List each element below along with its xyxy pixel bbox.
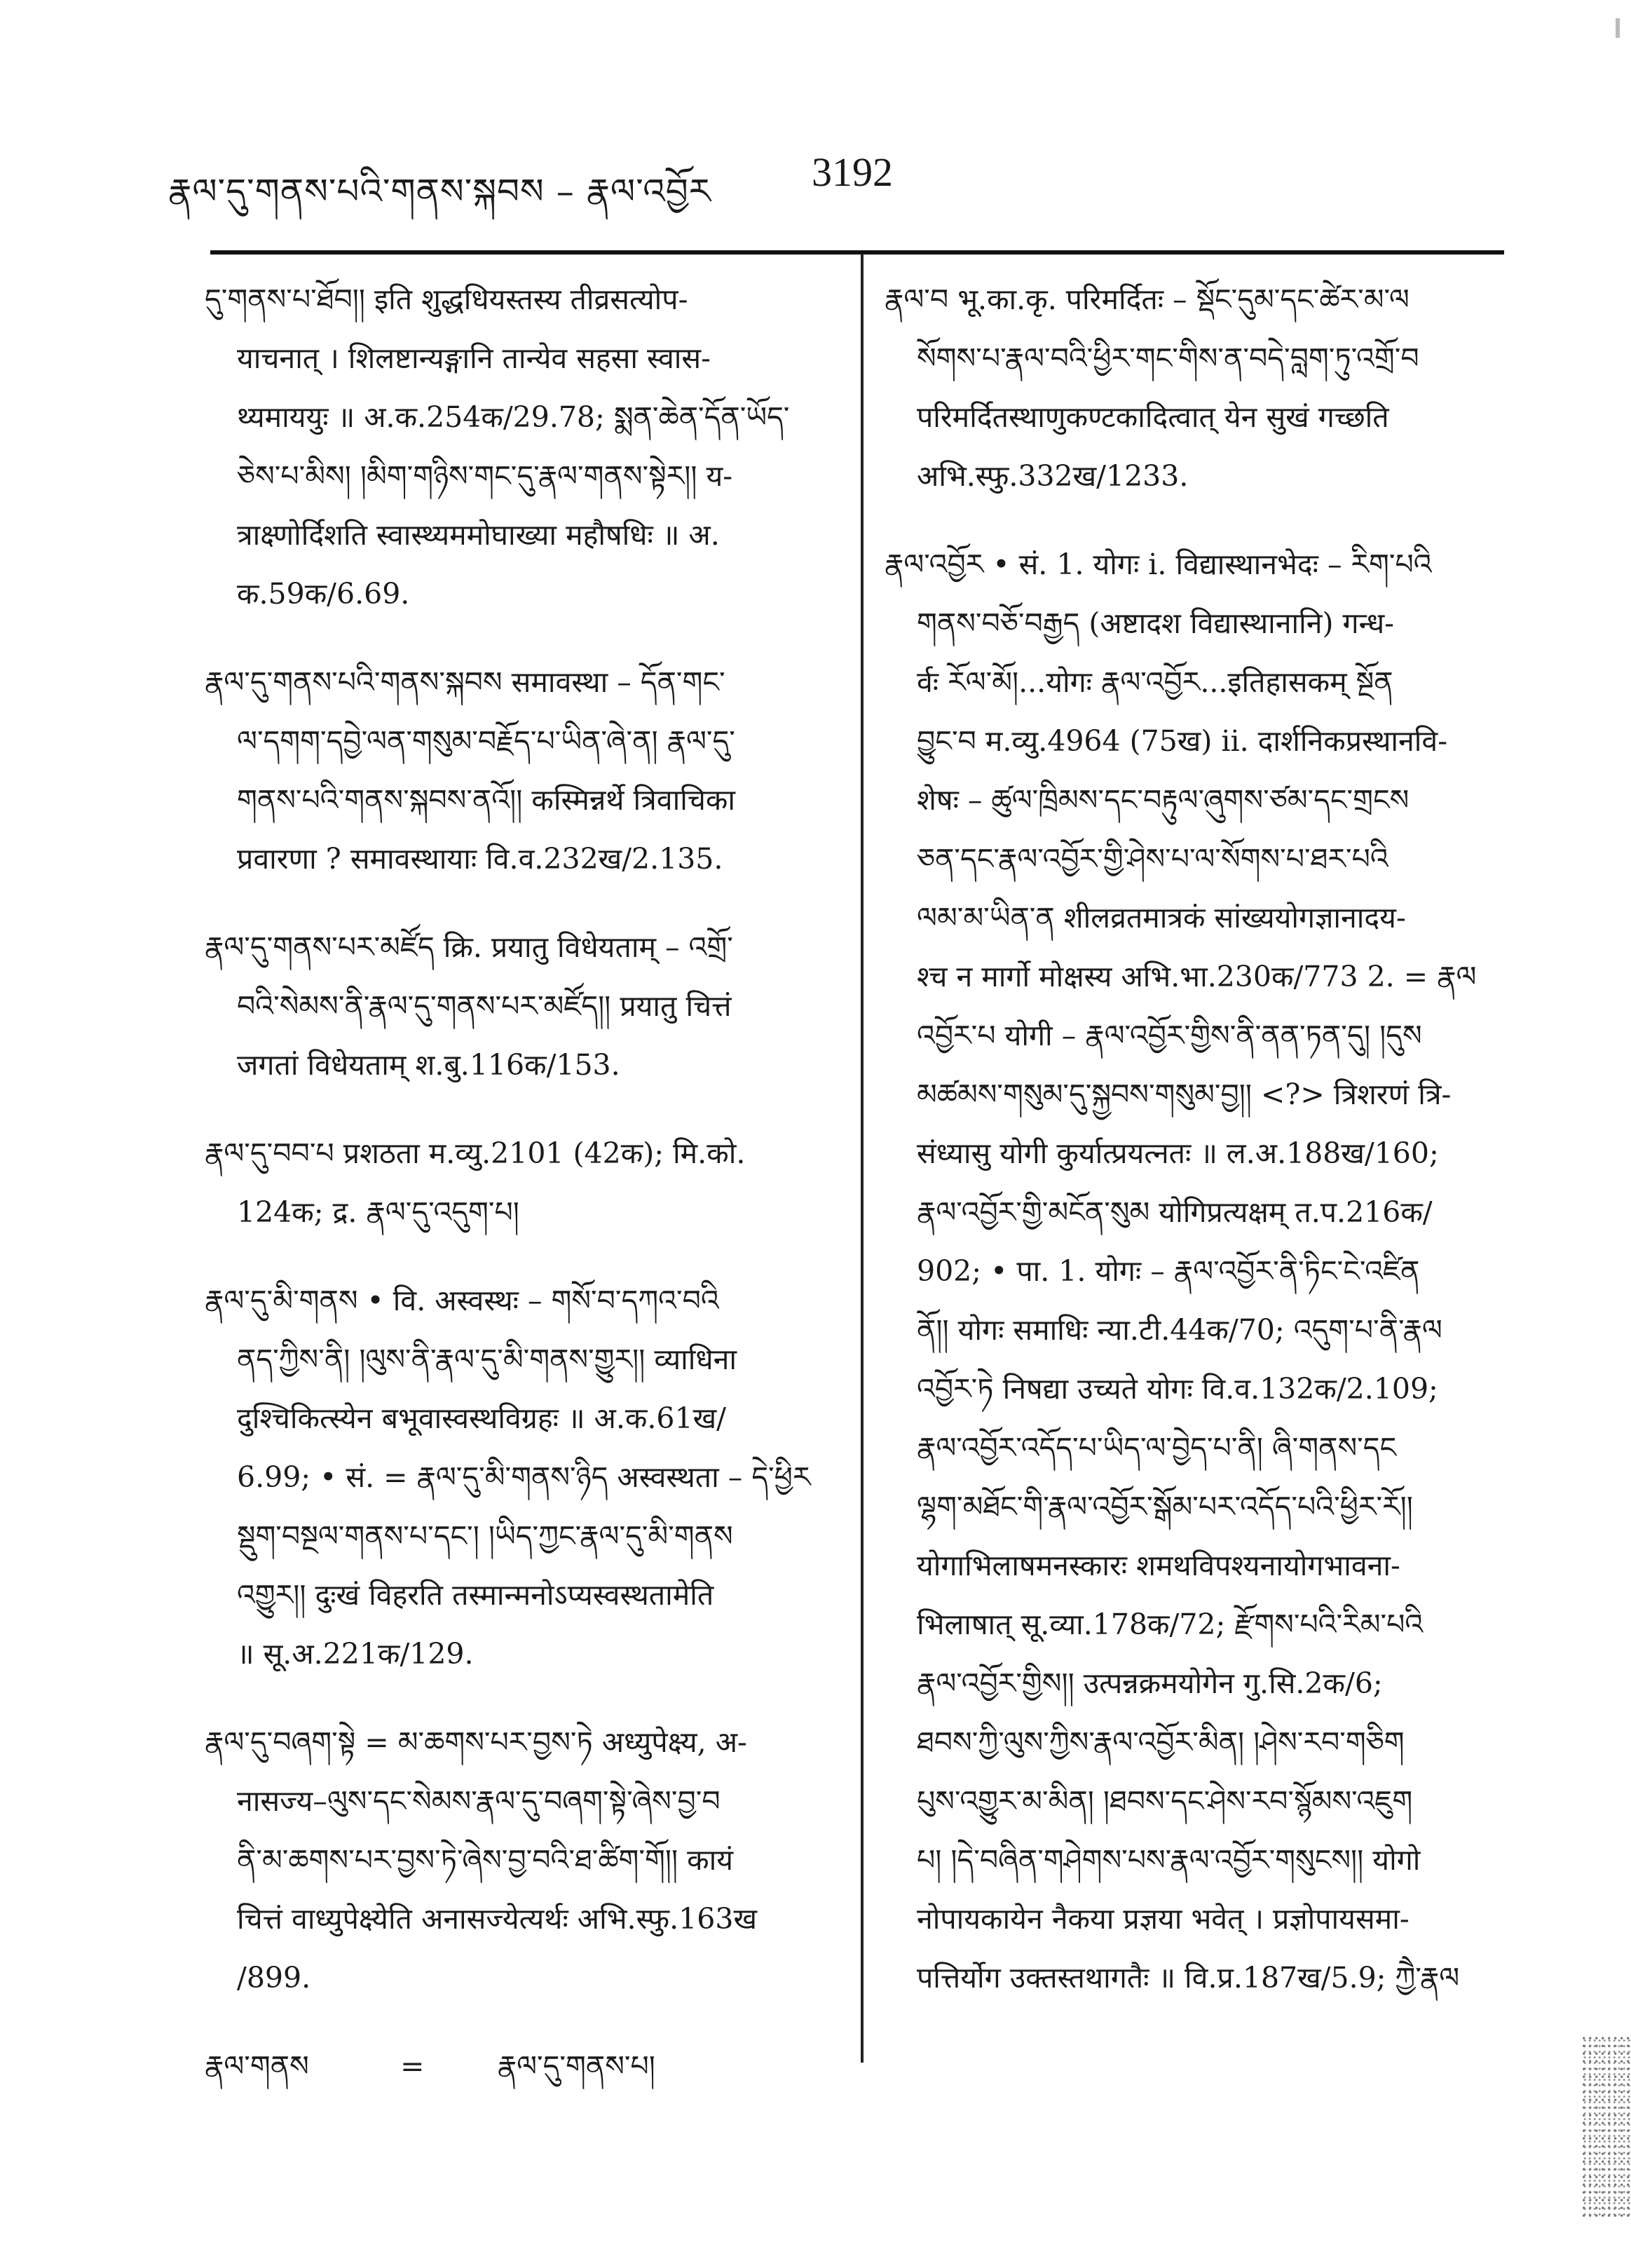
dictionary-entry [205, 653, 835, 888]
entry-line: ནོ།། योगः समाधिः न्या.टी.44क/70; འདུག་པ་ནི་རྣལ [917, 1313, 1442, 1347]
entry-line: བྱུང་བ म.व्यु.4964 (75ख) ii. दार्शनिकप्रस्थानवि- [917, 724, 1448, 758]
entry-line: གནས་བཅོ་བརྒྱད (अष्टादश विद्यास्थानानि) गन्ध- [917, 606, 1395, 640]
entry-line: འབྱོར་ཏེ निषद्या उच्यते योगः वि.व.132क/2.109; [917, 1372, 1438, 1406]
entry-line: ནི་མ་ཆགས་པར་བྱས་ཏེ་ཞེས་བྱ་བའི་ཐ་ཚིག་གོ།། कायं [237, 1843, 733, 1877]
right-column [885, 270, 1508, 2037]
entry-line: त्राक्ष्णोर्दिशति स्वास्थ्यममोघाख्या महौषधिः ॥ अ. [237, 518, 720, 552]
page-number: 3192 [812, 149, 893, 195]
entry-line: पत्तिर्योग उक्तस्तथागतैः ॥ वि.प्र.187ख/5.9; ཀྱཻ་རྣལ [917, 1961, 1460, 1995]
entry-line: अभि.स्फु.332ख/1233. [917, 459, 1189, 493]
entry-line: འགྱུར།། दुःखं विहरति तस्मान्मनोऽप्यस्वस्थतामेति [237, 1578, 714, 1612]
entry-line: परिमर्दितस्थाणुकण्टकादित्वात् येन सुखं गच्छति [917, 400, 1389, 434]
entry-line: 902; • पा. 1. योगः – རྣལ་འབྱོར་ནི་ཏིང་ངེ་འཛིན [917, 1254, 1420, 1288]
entry-line: ཐབས་ཀྱི་ལུས་ཀྱིས་རྣལ་འབྱོར་མིན། །ཤེས་རབ་གཅིག [917, 1725, 1405, 1759]
dictionary-entry [205, 1271, 835, 1683]
entry-line: གནས་པའི་གནས་སྐབས་ནའོ།། कस्मिन्नर्थे त्रिवाचिका [237, 783, 735, 817]
dictionary-entry [205, 2037, 835, 2096]
dictionary-entry [205, 1124, 835, 1242]
scan-mark [1616, 18, 1620, 38]
column-divider [861, 254, 864, 2063]
entry-line: ཅེས་པ་མིས། །མིག་གཉིས་གང་དུ་རྣལ་གནས་སྟེར།། य- [237, 459, 733, 493]
entry-line: རྣལ་གནས = རྣལ་དུ་གནས་པ། [205, 2049, 655, 2083]
entry-line: སྡུག་བསྔལ་གནས་པ་དང་། །ཡིད་ཀྱང་རྣལ་དུ་མི་གནས [237, 1519, 733, 1553]
entry-line: རྣལ་འབྱོར་གྱིས།། उत्पन्नक्रमयोगेन गु.सि.2क/6; [917, 1666, 1383, 1700]
entry-line: याचनात् । शिलष्टान्यङ्गानि तान्येव सहसा स्वास- [237, 341, 711, 375]
entry-line: ལ་དགག་དབྱེ་ལན་གསུམ་བརྗོད་པ་ཡིན་ཞེ་ན། རྣལ་དུ་ [237, 724, 735, 758]
entry-line: ॥ सू.अ.221क/129. [237, 1637, 474, 1671]
entry-line: शेषः – ཚུལ་ཁྲིམས་དང་བརྟུལ་ཞུགས་ཙམ་དང་གྲངས [917, 783, 1410, 817]
entry-line: རྣལ་འབྱོར་གྱི་མངོན་སུམ योगिप्रत्यक्षम् त.प.216क/ [917, 1195, 1433, 1229]
entry-line: योगाभिलाषमनस्कारः शमथविपश्यनायोगभावना- [917, 1549, 1400, 1582]
entry-line: 124क; द्र. རྣལ་དུ་འདུག་པ། [237, 1195, 519, 1229]
entry-line: नासज्य–ལུས་དང་སེམས་རྣལ་དུ་བཞག་སྟེ་ཞེས་བྱ་བ [237, 1784, 721, 1818]
entry-line: दुश्चिकित्स्येन बभूवास्वस्थविग्रहः ॥ अ.क.61ख/ [237, 1401, 726, 1435]
dictionary-entry [885, 535, 1508, 2007]
entry-line: རྣལ་འབྱོར • सं. 1. योगः i. विद्यास्थानभेदः – རིག་པའི [885, 548, 1432, 581]
entry-line: ལམ་མ་ཡིན་ན शीलव्रतमात्रकं सांख्ययोगज्ञानादय- [917, 901, 1406, 935]
entry-line: པ། །དེ་བཞིན་གཤེགས་པས་རྣལ་འབྱོར་གསུངས།། योगो [917, 1843, 1421, 1877]
entry-line: རྣལ་བ भू.का.कृ. परिमर्दितः – སྡོང་དུམ་དང་ཚེར་མ་ལ [885, 283, 1410, 316]
left-column [205, 270, 835, 2125]
entry-line: རྣལ་དུ་བཞག་སྟེ = མ་ཆགས་པར་བྱས་ཏེ अध्युपेक्ष्य, अ- [205, 1725, 747, 1759]
entry-line: རྣལ་དུ་མི་གནས • वि. अस्वस्थः – གསོ་བ་དཀའ་བའི [205, 1284, 719, 1317]
entry-line: དུ་གནས་པ་ཐོབ།། इति शुद्धधियस्तस्य तीव्रसत्योप- [205, 283, 688, 316]
entry-line: 6.99; • सं. = རྣལ་དུ་མི་གནས་ཉིད अस्वस्थता – དེ་ཕྱིར [237, 1460, 811, 1494]
entry-line: क.59क/6.69. [237, 577, 410, 611]
dictionary-entry [205, 1713, 835, 2007]
entry-line: རྣལ་དུ་གནས་པའི་གནས་སྐབས समावस्था – དོན་གང་ [205, 665, 725, 699]
entry-line: संध्यासु योगी कुर्यात्प्रयत्नतः ॥ ल.अ.188ख/160; [917, 1136, 1439, 1170]
scan-noise [1582, 2037, 1631, 2219]
entry-line: འབྱོར་པ योगी – རྣལ་འབྱོར་གྱིས་ནི་ནན་ཏན་དུ། །དུས [917, 1019, 1422, 1052]
entry-line: ལྷག་མཐོང་གི་རྣལ་འབྱོར་སྒོམ་པར་འདོད་པའི་ཕྱིར་རོ།། [917, 1490, 1413, 1523]
entry-line: བའི་སེམས་ནི་རྣལ་དུ་གནས་པར་མཛོད།། प्रयातु चित्तं [237, 989, 732, 1023]
dictionary-entry [885, 270, 1508, 505]
header-rule [210, 250, 1504, 254]
dictionary-entry [205, 918, 835, 1094]
entry-line: སོགས་པ་རྣལ་བའི་ཕྱིར་གང་གིས་ན་བདེ་བླག་ཏུ་འགྲོ་བ [917, 341, 1419, 375]
entry-line: རྣལ་འབྱོར་འདོད་པ་ཡིད་ལ་བྱེད་པ་ནི། ཞི་གནས་དང [917, 1431, 1397, 1465]
dictionary-entry [205, 270, 835, 623]
entry-line: थ्यमाययुः ॥ अ.क.254क/29.78; སྨན་ཆེན་དོན་ཡོད་ [237, 400, 790, 434]
entry-line: ནད་ཀྱིས་ནི། །ལུས་ནི་རྣལ་དུ་མི་གནས་གྱུར།། व्याधिना [237, 1343, 737, 1376]
entry-line: भिलाषात् सू.व्या.178क/72; རྫོགས་པའི་རིམ་པའི [917, 1608, 1424, 1641]
entry-line: རྣལ་དུ་བབ་པ प्रशठता म.व्यु.2101 (42क); मि.को. [205, 1136, 746, 1170]
entry-line: र्वः རོལ་མོ།...योगः རྣལ་འབྱོར...इतिहासकम् སྔོན [917, 665, 1393, 699]
entry-line: चित्तं वाध्युपेक्ष्येति अनासज्येत्यर्थः अभि.स्फु.163ख [237, 1902, 757, 1936]
entry-line: /899. [237, 1961, 311, 1995]
entry-line: जगतां विधेयताम् श.बु.116क/153. [237, 1048, 620, 1082]
running-head: རྣལ་དུ་གནས་པའི་གནས་སྐབས – རྣལ་འབྱོར [168, 171, 711, 212]
entry-line: པུས་འགྱུར་མ་མིན། །ཐབས་དང་ཤེས་རབ་སྙོམས་འཇུག [917, 1784, 1413, 1818]
entry-line: प्रवारणा ? समावस्थायाः वि.व.232ख/2.135. [237, 842, 723, 876]
entry-line: མཚམས་གསུམ་དུ་སྐྱབས་གསུམ་བྱ།། <?> त्रिशरणं त्रि- [917, 1078, 1452, 1111]
entry-line: རྣལ་དུ་གནས་པར་མཛོད क्रि. प्रयातु विधेयताम् – འགྲོ་ [205, 930, 733, 964]
entry-line: नोपायकायेन नैकया प्रज्ञया भवेत् । प्रज्ञोपायसमा- [917, 1902, 1410, 1936]
entry-line: श्च न मार्गो मोक्षस्य अभि.भा.230क/773 2. = རྣལ [917, 960, 1477, 993]
entry-line: ཅན་དང་རྣལ་འབྱོར་གྱི་ཤེས་པ་ལ་སོགས་པ་ཐར་པའི [917, 842, 1388, 876]
